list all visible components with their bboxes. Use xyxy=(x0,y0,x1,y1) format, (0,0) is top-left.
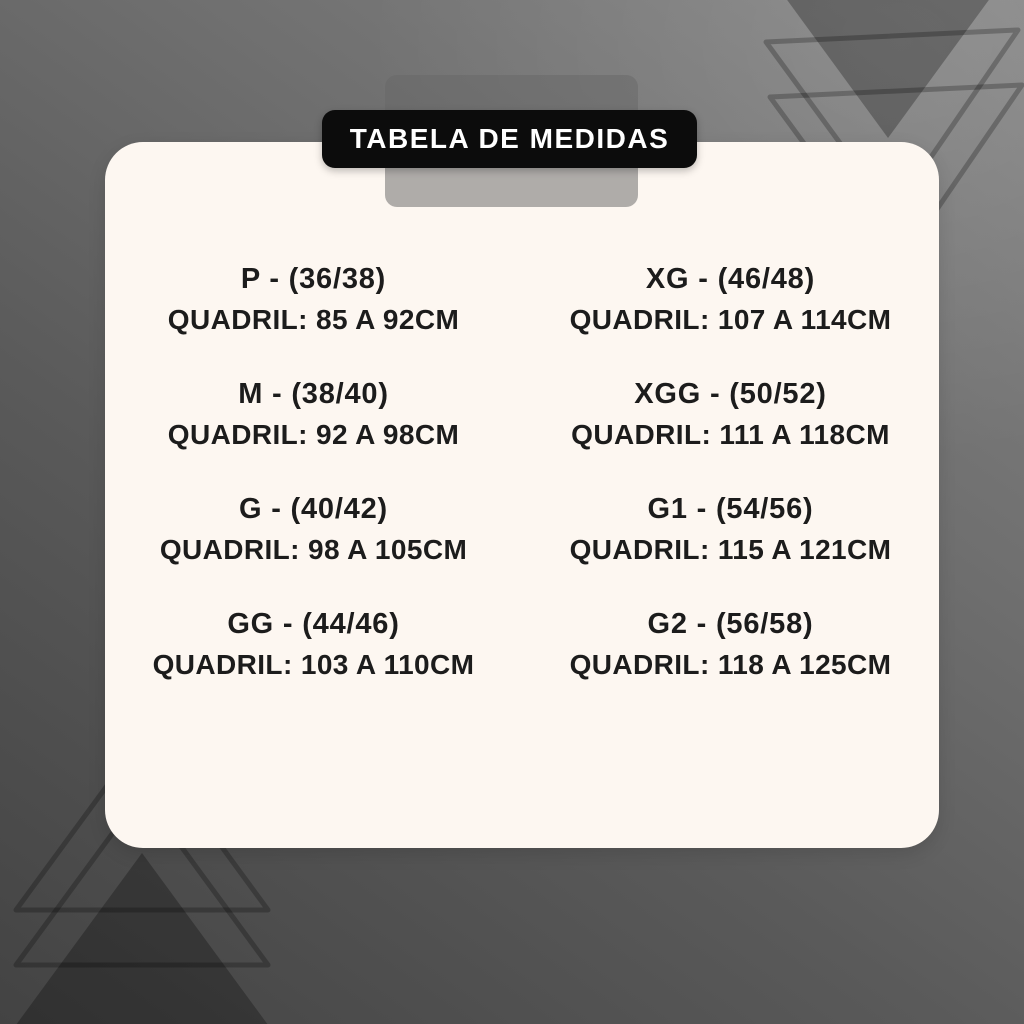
size-label: GG - (44/46) xyxy=(227,608,400,640)
hip-measurement: QUADRIL: 118 A 125CM xyxy=(569,649,892,680)
size-entry-g2 xyxy=(522,603,939,685)
filled-triangle-down-icon xyxy=(736,0,1024,138)
hip-measurement: QUADRIL: 111 A 118CM xyxy=(571,419,890,450)
filled-triangle-up-icon xyxy=(0,853,334,1024)
size-table xyxy=(105,142,939,685)
size-entry-g xyxy=(105,488,522,570)
page-title: TABELA DE MEDIDAS xyxy=(349,123,670,154)
size-entry-xg xyxy=(522,258,939,340)
size-entry-gg xyxy=(105,603,522,685)
hip-measurement: QUADRIL: 115 A 121CM xyxy=(569,534,892,565)
hip-measurement: QUADRIL: 103 A 110CM xyxy=(152,649,475,680)
hip-measurement: QUADRIL: 98 A 105CM xyxy=(159,534,468,565)
size-entry-g1 xyxy=(522,488,939,570)
size-label: G - (40/42) xyxy=(238,493,388,525)
size-label: G2 - (56/58) xyxy=(647,608,814,640)
size-label: XGG - (50/52) xyxy=(634,378,827,410)
size-label: M - (38/40) xyxy=(238,378,389,410)
hip-measurement: QUADRIL: 92 A 98CM xyxy=(167,419,460,450)
size-label: XG - (46/48) xyxy=(645,263,816,295)
size-entry-p xyxy=(105,258,522,340)
size-entry-m xyxy=(105,373,522,455)
size-entry-xgg xyxy=(522,373,939,455)
size-label: G1 - (54/56) xyxy=(647,493,814,525)
hip-measurement: QUADRIL: 107 A 114CM xyxy=(569,304,892,335)
hip-measurement: QUADRIL: 85 A 92CM xyxy=(167,304,460,335)
size-label: P - (36/38) xyxy=(240,263,387,295)
